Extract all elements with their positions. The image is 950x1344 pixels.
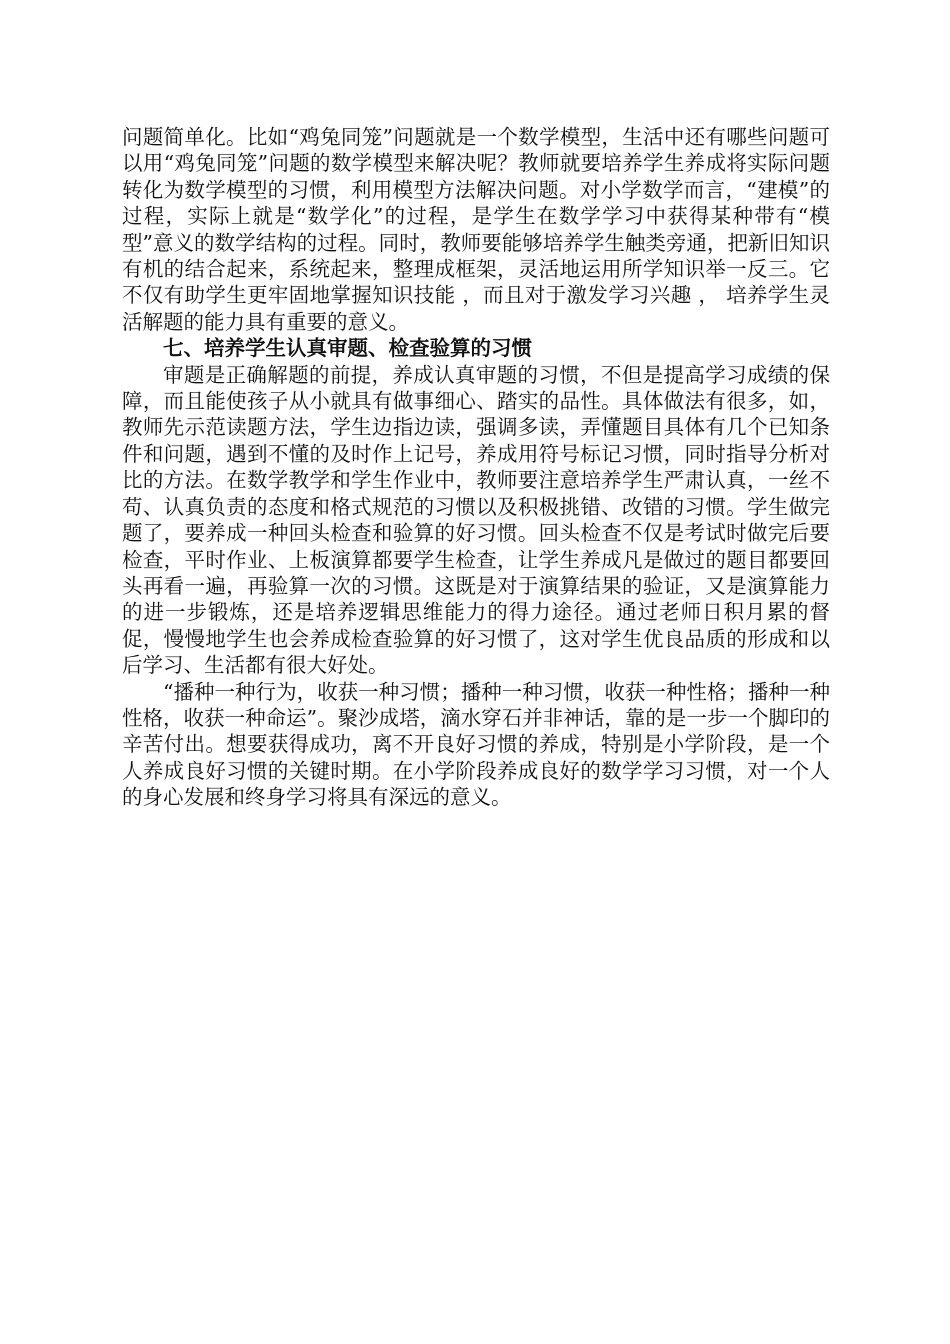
document-body <box>122 124 830 811</box>
section-heading: 七、培养学生认真审题、检查验算的习惯 <box>163 336 532 361</box>
body-paragraph: 审题是正确解题的前提，养成认真审题的习惯，不但是提高学习成绩的保障，而且能使孩子从小就具有做事细心、踏实的品性。具体做法有很多，如，教师先示范读题方法，学生边指边读，强调多读，弄懂题目具体有几个已知条件和问题，遇到不懂的及时作上记号，养成用符号标记习惯，同时指导分析对比的方法。在数学教学和学生作业中，教师要注意培养学生严肃认真，一丝不苟、认真负责的态度和格式规范的习惯以及积极挑错、改错的习惯。学生做完题了，要养成一种回头检查和验算的好习惯。回头检查不仅是考试时做完后要检查，平时作业、上板演算都要学生检查，让学生养成凡是做过的题目都要回头再看一遍，再验算一次的习惯。这既是对于演算结果的验证，又是演算能力的进一步锻炼，还是培养逻辑思维能力的得力途径。通过老师日积月累的督促，慢慢地学生也会养成检查验算的好习惯了，这对学生优良品质的形成和以后学习、生活都有很大好处。 <box>122 362 830 678</box>
body-paragraph: “播种一种行为，收获一种习惯；播种一种习惯，收获一种性格；播种一种性格，收获一种命运”。聚沙成塔，滴水穿石并非神话，靠的是一步一个脚印的辛苦付出。想要获得成功，离不开良好习惯的养成，特别是小学阶段，是一个人养成良好习惯的关键时期。在小学阶段养成良好的数学学习习惯，对一个人的身心发展和终身学习将具有深远的意义。 <box>122 679 830 810</box>
body-paragraph: 问题简单化。比如“鸡兔同笼”问题就是一个数学模型，生活中还有哪些问题可以用“鸡兔同笼”问题的数学模型来解决呢？教师就要培养学生养成将实际问题转化为数学模型的习惯，利用模型方法解决问题。对小学数学而言，“建模”的过程，实际上就是“数学化”的过程，是学生在数学学习中获得某种带有“模型”意义的数学结构的过程。同时，教师要能够培养学生触类旁通，把新旧知识有机的结合起来，系统起来，整理成框架，灵活地运用所学知识举一反三。它不仅有助学生更牢固地掌握知识技能 ，而且对于激发学习兴趣 ， 培养学生灵活解题的能力具有重要的意义。 <box>122 125 830 334</box>
